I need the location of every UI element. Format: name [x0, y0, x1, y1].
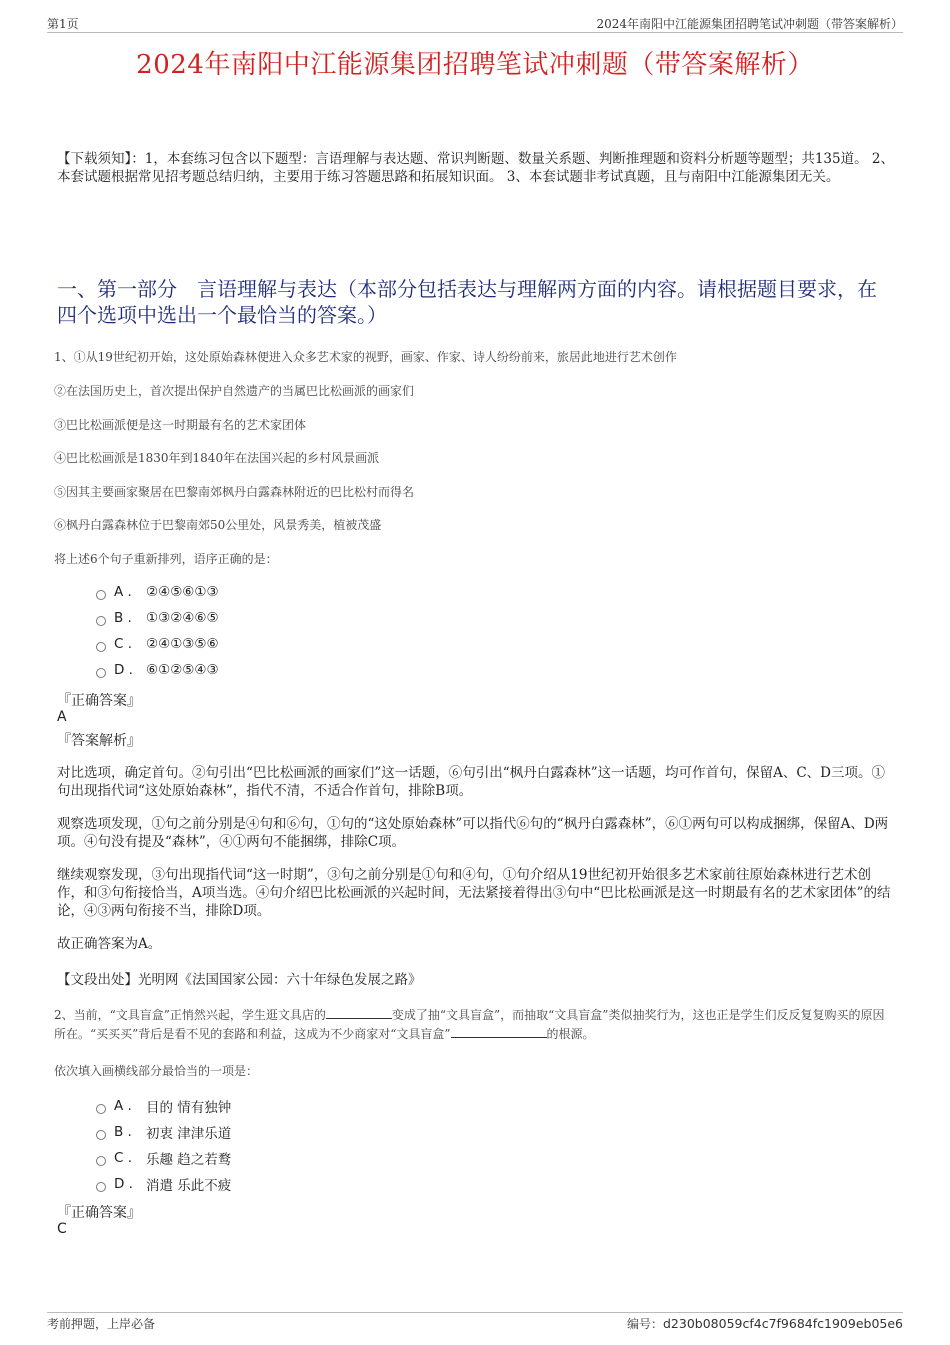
- q2-option-c[interactable]: [96, 1148, 231, 1168]
- q1-line-5: ⑤因其主要画家聚居在巴黎南郊枫丹白露森林附近的巴比松村而得名: [54, 485, 415, 499]
- option-text: ②④⑤⑥①③: [146, 584, 219, 600]
- q2-text-part-1: 2、当前，“文具盲盒”正悄然兴起，学生逛文具店的: [54, 1008, 326, 1022]
- q2-prompt: 依次填入画横线部分最恰当的一项是：: [54, 1064, 259, 1078]
- q1-line-6: ⑥枫丹白露森林位于巴黎南郊50公里处，风景秀美，植被茂盛: [54, 518, 382, 532]
- q1-analysis-4: 故正确答案为A。: [57, 936, 162, 952]
- page-header: [47, 14, 903, 33]
- option-text: 初衷 津津乐道: [146, 1126, 232, 1142]
- footer-code-label: 编号：: [626, 1317, 663, 1331]
- option-letter: B .: [114, 1124, 132, 1140]
- q1-analysis-label: 『答案解析』: [57, 733, 141, 749]
- q2-text-part-2: 变成了抽“文具盲盒”，而抽取“文具盲盒”类似抽奖行为，这也正是学生们反反复复购买的原因所在。“买买买”背后是看不见的套路和利益，这成为不少商家对“文具盲盒”: [54, 1008, 885, 1041]
- option-letter: C .: [114, 1150, 133, 1166]
- q2-text-part-3: 的根源。: [546, 1027, 595, 1041]
- q2-option-b[interactable]: [96, 1122, 231, 1142]
- footer-code: [627, 1315, 903, 1332]
- q1-option-d[interactable]: [96, 662, 219, 678]
- q2-option-d[interactable]: [96, 1174, 231, 1194]
- q2-text: [54, 1006, 895, 1044]
- option-letter: B .: [114, 610, 132, 626]
- q2-answer-label: 『正确答案』: [57, 1205, 141, 1221]
- option-letter: C .: [114, 636, 133, 652]
- q1-source: 【文段出处】光明网《法国国家公园：六十年绿色发展之路》: [57, 972, 422, 988]
- option-letter: A .: [114, 584, 132, 600]
- q1-analysis-2: 观察选项发现，①句之前分别是④句和⑥句，①句的“这处原始森林”可以指代⑥句的“枫丹白露森林”，⑥①两句可以构成捆绑，保留A、D两项。④句没有提及“森林”，④①两句不能捆绑，排除C项。: [57, 816, 889, 850]
- blank-2: [451, 1025, 547, 1038]
- option-text: 目的 情有独钟: [146, 1100, 232, 1116]
- radio-icon[interactable]: [96, 590, 106, 600]
- option-text: 消遣 乐此不疲: [146, 1178, 232, 1194]
- radio-icon[interactable]: [96, 1156, 106, 1166]
- footer-code-value: d230b08059cf4c7f9684fc1909eb05e6: [662, 1316, 903, 1331]
- radio-icon[interactable]: [96, 1104, 106, 1114]
- page-number: 第1页: [47, 17, 79, 31]
- footer-slogan: 考前押题，上岸必备: [47, 1317, 156, 1331]
- option-letter: D .: [114, 1176, 133, 1192]
- blank-1: [326, 1006, 392, 1019]
- q1-option-c[interactable]: [96, 636, 219, 652]
- q1-answer: A: [57, 709, 67, 725]
- option-text: 乐趣 趋之若鹜: [146, 1152, 232, 1168]
- radio-icon[interactable]: [96, 1130, 106, 1140]
- radio-icon[interactable]: [96, 616, 106, 626]
- q1-option-a[interactable]: [96, 584, 219, 600]
- q2-option-a[interactable]: [96, 1096, 231, 1116]
- header-doc-name: 2024年南阳中江能源集团招聘笔试冲刺题（带答案解析）: [596, 17, 903, 31]
- option-letter: A .: [114, 1098, 132, 1114]
- q1-analysis-3: 继续观察发现，③句出现指代词“这一时期”，③句之前分别是①句和④句，①句介绍从19世纪初开始很多艺术家前往原始森林进行艺术创作，和③句衔接恰当，A项当选。④句介绍巴比松画派的兴起时间，无法紧接着得出③句中“巴比松画派是这一时期最有名的艺术家团体”的结论，④③两句衔接不当，排除D项。: [57, 867, 891, 919]
- radio-icon[interactable]: [96, 642, 106, 652]
- radio-icon[interactable]: [96, 668, 106, 678]
- option-letter: D .: [114, 662, 133, 678]
- q2-answer: C: [57, 1221, 67, 1237]
- section-title: 一、第一部分 言语理解与表达（本部分包括表达与理解两方面的内容。请根据题目要求，在四个选项中选出一个最恰当的答案。）: [57, 277, 877, 327]
- footer-divider: [47, 1312, 903, 1313]
- q1-line-1: 1、①从19世纪初开始，这处原始森林便进入众多艺术家的视野，画家、作家、诗人纷纷前来，旅居此地进行艺术创作: [54, 350, 677, 364]
- option-text: ②④①③⑤⑥: [146, 636, 219, 652]
- q1-prompt: 将上述6个句子重新排列，语序正确的是：: [54, 552, 278, 566]
- q1-answer-label: 『正确答案』: [57, 693, 141, 709]
- q1-line-2: ②在法国历史上，首次提出保护自然遗产的当属巴比松画派的画家们: [54, 384, 415, 398]
- q1-option-b[interactable]: [96, 610, 219, 626]
- option-text: ⑥①②⑤④③: [146, 662, 219, 678]
- q1-analysis-1: 对比选项，确定首句。②句引出“巴比松画派的画家们”这一话题，⑥句引出“枫丹白露森林”这一话题，均可作首句，保留A、C、D三项。①句出现指代词“这处原始森林”，指代不清，不适合作首句，排除B项。: [57, 765, 886, 799]
- q1-line-4: ④巴比松画派是1830年到1840年在法国兴起的乡村风景画派: [54, 451, 380, 465]
- download-notice: 【下载须知】：1，本套练习包含以下题型：言语理解与表达题、常识判断题、数量关系题、判断推理题和资料分析题等题型；共135道。 2、本套试题根据常见招考题总结归纳，主要用于练习答题思路和拓展知识面。 3、本套试题非考试真题，且与南阳中江能源集团无关。: [57, 151, 894, 185]
- document-title: 2024年南阳中江能源集团招聘笔试冲刺题（带答案解析）: [136, 50, 814, 80]
- option-text: ①③②④⑥⑤: [146, 610, 219, 626]
- radio-icon[interactable]: [96, 1182, 106, 1192]
- q1-line-3: ③巴比松画派便是这一时期最有名的艺术家团体: [54, 418, 307, 432]
